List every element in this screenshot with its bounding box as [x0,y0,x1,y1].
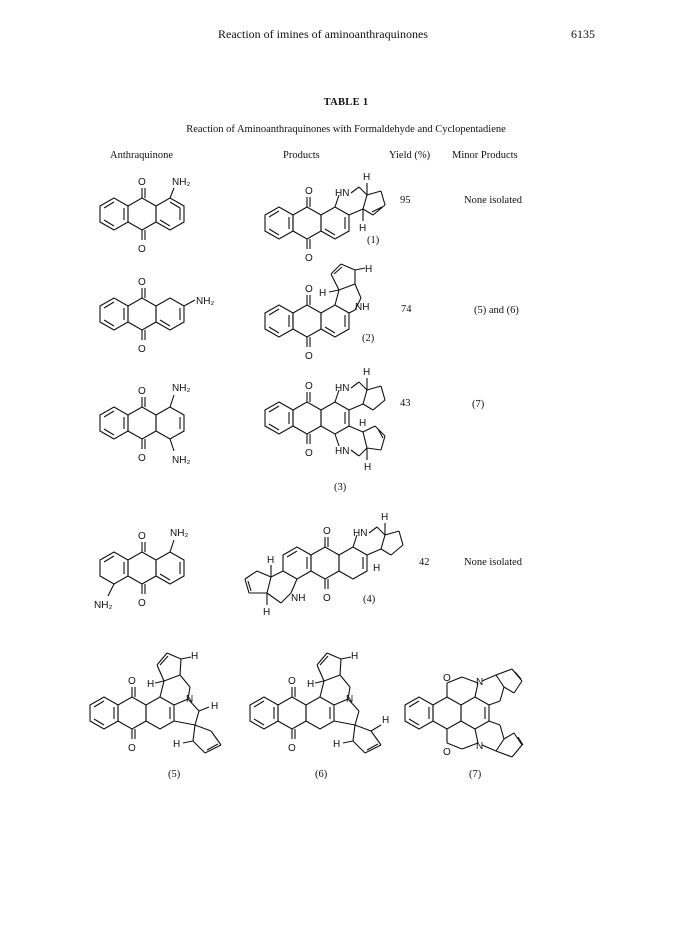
svg-text:H: H [173,739,181,750]
svg-text:H: H [191,651,199,662]
structure-product-2 [255,258,390,363]
svg-text:N: N [346,694,354,705]
column-header-yield: Yield (%) [389,150,431,161]
running-head-title: Reaction of imines of aminoanthraquinones [218,27,428,41]
yield-3: 43 [400,398,411,409]
yield-1: 95 [400,195,411,206]
structure-3-diaminoanthraquinone [80,375,190,470]
svg-text:N: N [476,741,484,752]
svg-text:NH₂: NH₂ [196,296,215,307]
svg-text:O: O [305,186,313,197]
structure-4-diaminoanthraquinone [80,520,190,615]
structure-2-aminoanthraquinone [95,270,225,360]
svg-text:O: O [305,448,313,459]
product-label-1: (1) [367,235,380,246]
svg-text:H: H [359,223,367,234]
atom-nh2: NH₂ [172,177,191,188]
svg-text:H: H [364,462,372,473]
structure-product-4 [233,505,413,620]
svg-text:NH₂: NH₂ [170,528,189,539]
svg-text:H: H [147,679,155,690]
product-label-4: (4) [363,594,376,605]
svg-text:O: O [305,381,313,392]
svg-text:HN: HN [335,188,350,199]
svg-text:H: H [263,607,271,618]
svg-text:H: H [351,651,359,662]
svg-text:H: H [319,288,327,299]
svg-text:HN: HN [353,528,368,539]
column-header-products: Products [283,150,320,161]
structure-label-7: (7) [469,769,482,780]
page-number: 6135 [571,27,595,41]
svg-text:NH₂: NH₂ [172,383,191,394]
svg-text:H: H [363,367,371,378]
svg-text:O: O [443,673,451,684]
svg-text:H: H [359,418,367,429]
column-header-minor-products: Minor Products [452,150,518,161]
svg-text:O: O [138,453,146,464]
svg-text:O: O [138,277,146,288]
svg-text:H: H [363,172,371,183]
svg-text:NH₂: NH₂ [172,455,191,466]
svg-text:O: O [128,676,136,687]
svg-text:N: N [186,694,194,705]
yield-2: 74 [401,304,412,315]
minor-products-4: None isolated [464,557,523,568]
svg-text:H: H [381,512,389,523]
structure-6 [245,645,405,765]
product-label-3: (3) [334,482,347,493]
structure-5 [85,645,245,765]
svg-text:O: O [138,531,146,542]
svg-text:H: H [373,563,381,574]
structure-7 [400,655,560,770]
svg-text:O: O [323,526,331,537]
structure-label-6: (6) [315,769,328,780]
svg-text:O: O [323,593,331,604]
svg-text:NH: NH [291,593,306,604]
structure-product-1 [255,165,390,265]
svg-text:NH₂: NH₂ [94,600,113,611]
svg-text:H: H [307,679,315,690]
svg-text:HN: HN [335,446,350,457]
product-label-2: (2) [362,333,375,344]
svg-text:O: O [138,598,146,609]
svg-text:O: O [305,351,313,362]
table-title: TABLE 1 [323,97,369,108]
atom-o: O [138,244,146,255]
svg-text:O: O [138,344,146,355]
atom-o: O [138,177,146,188]
svg-text:O: O [288,676,296,687]
structure-1-aminoanthraquinone [80,170,190,260]
column-header-anthraquinone: Anthraquinone [110,150,173,161]
minor-products-2: (5) and (6) [474,305,519,316]
svg-text:H: H [211,701,219,712]
svg-text:O: O [128,743,136,754]
svg-text:HN: HN [335,383,350,394]
svg-text:NH: NH [355,302,370,313]
svg-text:O: O [138,386,146,397]
structure-label-5: (5) [168,769,181,780]
svg-text:H: H [333,739,341,750]
yield-4: 42 [419,557,430,568]
svg-text:H: H [365,264,373,275]
svg-text:O: O [305,253,313,264]
svg-text:O: O [305,284,313,295]
minor-products-3: (7) [472,399,485,410]
svg-text:H: H [267,555,275,566]
svg-text:N: N [476,677,484,688]
minor-products-1: None isolated [464,195,523,206]
svg-text:H: H [382,715,390,726]
structure-product-3 [255,360,390,485]
svg-text:O: O [443,747,451,758]
svg-text:O: O [288,743,296,754]
table-caption: Reaction of Aminoanthraquinones with Formaldehyde and Cyclopentadiene [186,124,506,135]
